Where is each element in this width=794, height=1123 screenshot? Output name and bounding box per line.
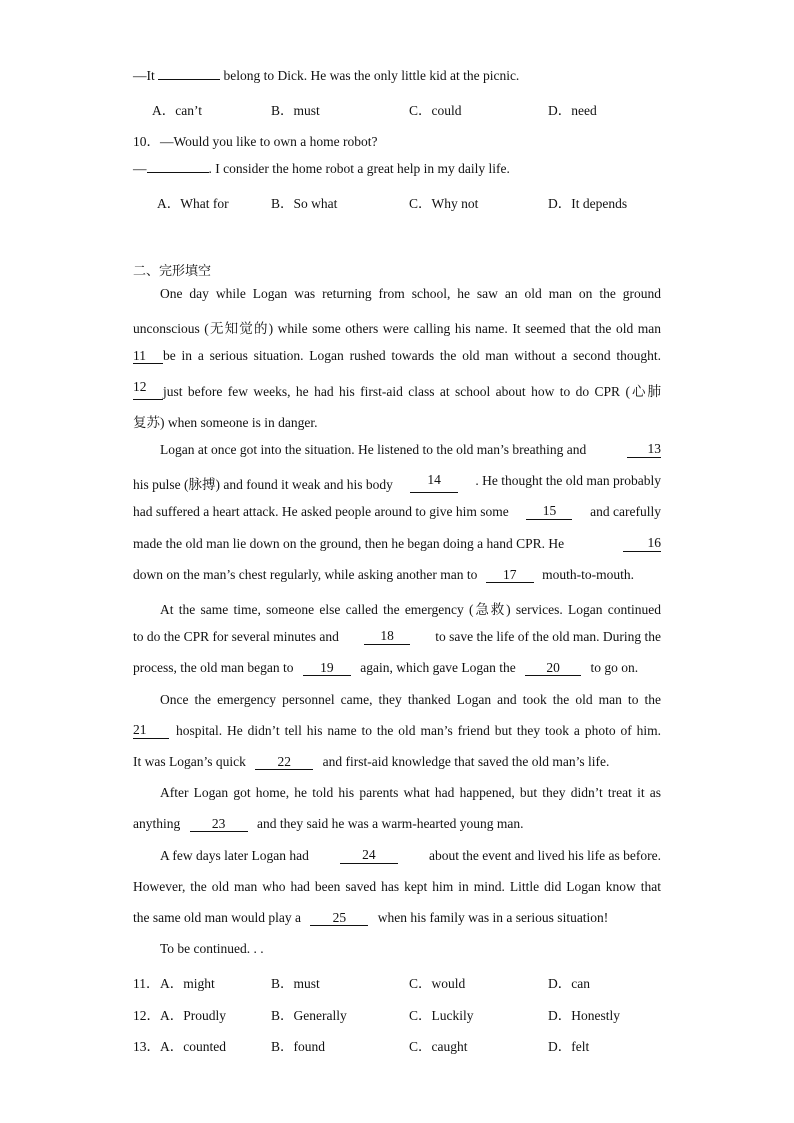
blank-15: 15: [526, 504, 572, 520]
passage-line: anything 23 and they said he was a warm-hearted young man.: [133, 816, 524, 831]
q10-reply: — . I consider the home robot a great help in my daily life.: [133, 161, 510, 176]
blank-25: 25: [310, 911, 368, 926]
q12-option-a: A．Proudly: [160, 1008, 227, 1023]
q10-blank: [147, 172, 209, 173]
passage-line: To be continued. . .: [160, 941, 264, 956]
q10-option-a: A．What for: [157, 196, 229, 211]
passage-line: the same old man would play a 25 when his family was in a serious situation!: [133, 910, 609, 925]
q9-option-c: C．could: [409, 103, 462, 118]
passage-line: his pulse (脉搏) and found it weak and his body 14 . He thought the old man probably: [133, 472, 661, 492]
question-number: 11．: [133, 976, 160, 991]
question-number: 12．: [133, 1008, 160, 1023]
passage-line: However, the old man who had been saved has kept him in mind. Little did Logan know that: [133, 879, 661, 894]
q10-option-b: B．So what: [271, 196, 338, 211]
q13-option-d: D．felt: [548, 1039, 590, 1054]
q12-option-b: B．Generally: [271, 1008, 347, 1023]
passage-line: made the old man lie down on the ground, then he began doing a hand CPR. He 16: [133, 535, 661, 551]
q13-option-a: A．counted: [160, 1039, 226, 1054]
q9-option-b: B．must: [271, 103, 320, 118]
blank-23: 23: [190, 817, 248, 832]
question-number: 13．: [133, 1039, 160, 1054]
passage-line: 复苏) when someone is in danger.: [133, 415, 318, 430]
blank-19: 19: [303, 661, 351, 676]
blank-17: 17: [486, 568, 534, 583]
passage-line: At the same time, someone else called the emergency (急救) services. Logan continued: [160, 602, 661, 617]
passage-line: After Logan got home, he told his parents what had happened, but they didn’t treat it as: [160, 785, 661, 800]
passage-line: Logan at once got into the situation. He listened to the old man’s breathing and 13: [160, 441, 661, 457]
passage-line: A few days later Logan had 24 about the event and lived his life as before.: [160, 847, 661, 863]
passage-line: process, the old man began to 19 again, which gave Logan the 20 to go on.: [133, 660, 639, 675]
passage-line: It was Logan’s quick 22 and first-aid knowledge that saved the old man’s life.: [133, 754, 610, 769]
blank-14: 14: [410, 473, 458, 493]
blank-18: 18: [364, 629, 410, 645]
blank-16: 16: [623, 536, 661, 552]
q10-option-c: C．Why not: [409, 196, 479, 211]
blank-12: 12: [133, 380, 163, 400]
q13-option-c: C．caught: [409, 1039, 468, 1054]
q13-option-b: B．found: [271, 1039, 325, 1054]
q9-blank: [158, 79, 220, 80]
passage-line: to do the CPR for several minutes and 18 to save the life of the old man. During the: [133, 628, 661, 644]
blank-22: 22: [255, 755, 313, 770]
passage-line: down on the man’s chest regularly, while asking another man to 17 mouth-to-mouth.: [133, 567, 635, 582]
blank-13: 13: [627, 442, 661, 458]
blank-24: 24: [340, 848, 398, 864]
blank-11: 11: [133, 349, 163, 364]
passage-line: unconscious (无知觉的) while some others were calling his name. It seemed that the old man: [133, 321, 661, 336]
q9-stem: —It belong to Dick. He was the only little kid at the picnic.: [133, 68, 520, 83]
q11-option-d: D．can: [548, 976, 590, 991]
q10-stem: 10．—Would you like to own a home robot?: [133, 134, 378, 149]
q11-option-c: C．would: [409, 976, 466, 991]
passage-line: Once the emergency personnel came, they thanked Logan and took the old man to the: [160, 692, 661, 707]
q11-option-b: B．must: [271, 976, 320, 991]
passage-line: 12 just before few weeks, he had his first-aid class at school about how to do CPR (心肺: [133, 379, 661, 399]
q9-option-a: A．can’t: [152, 103, 202, 118]
q12-option-c: C．Luckily: [409, 1008, 474, 1023]
blank-21: 21: [133, 723, 169, 739]
q12-option-d: D．Honestly: [548, 1008, 620, 1023]
q11-option-a: A．might: [160, 976, 215, 991]
blank-20: 20: [525, 661, 581, 676]
passage-line: 21 hospital. He didn’t tell his name to the old man’s friend but they took a photo of him.: [133, 722, 661, 738]
q9-option-d: D．need: [548, 103, 597, 118]
q10-option-d: D．It depends: [548, 196, 628, 211]
passage-line: One day while Logan was returning from school, he saw an old man on the ground: [160, 286, 661, 301]
section-title: 二、完形填空: [133, 264, 212, 279]
passage-line: had suffered a heart attack. He asked people around to give him some 15 and carefully: [133, 503, 661, 519]
passage-line: 11 be in a serious situation. Logan rushed towards the old man without a second thought.: [133, 348, 661, 363]
